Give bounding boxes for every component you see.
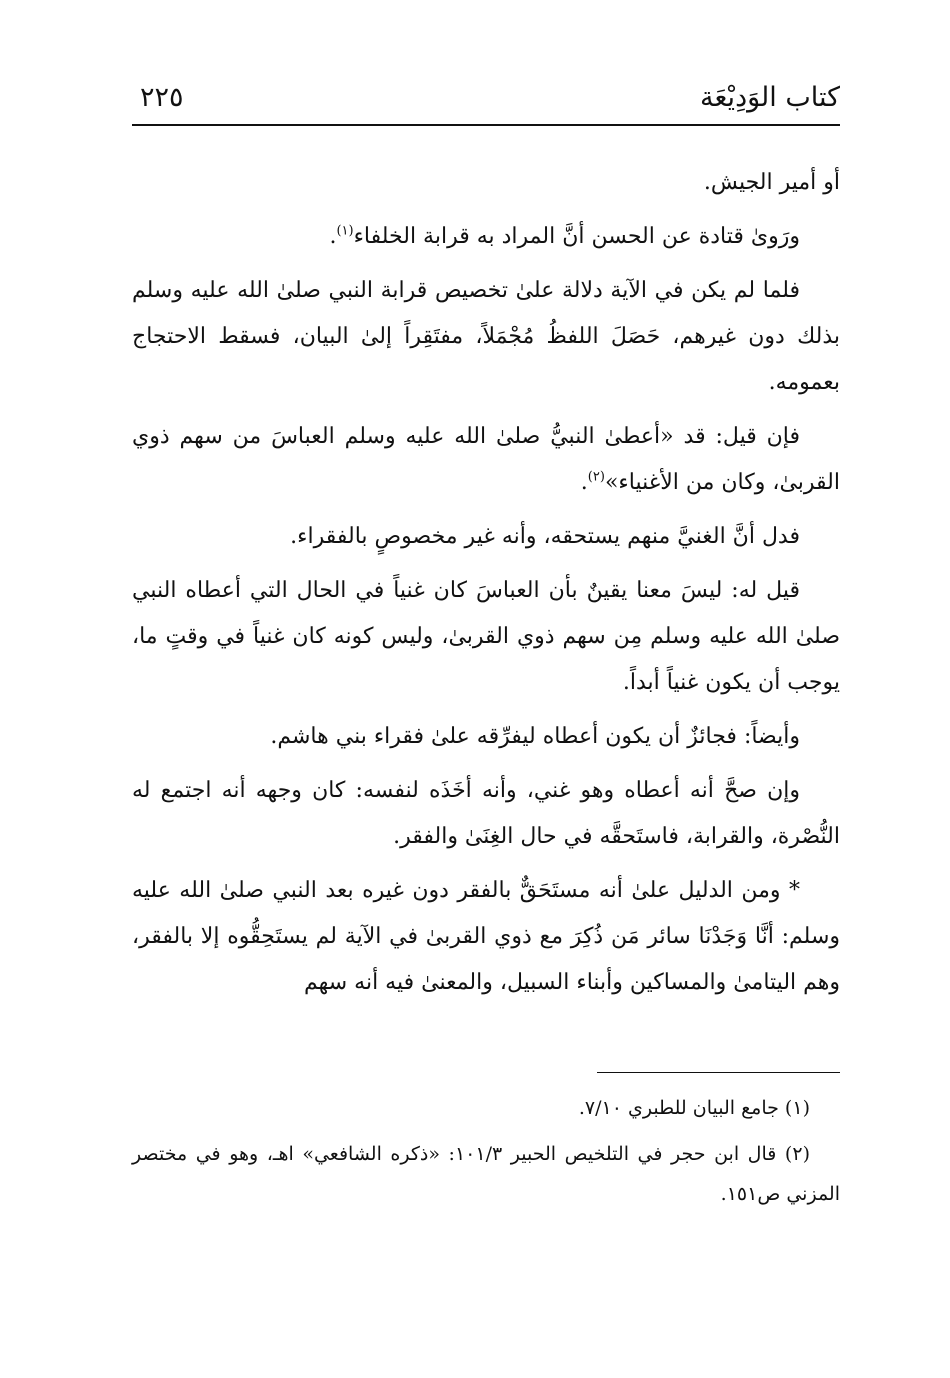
paragraph-3: فلما لم يكن في الآية دلالة علىٰ تخصيص قرابة النبي صلىٰ الله عليه وسلم بذلك دون غيرهم، حَصَلَ اللفظُ مُجْمَلاً، مفتَقِراً إلىٰ البيان، فسقط الاحتجاج بعمومه. <box>132 278 840 395</box>
book-title: كتاب الوَدِيْعَة <box>700 82 840 113</box>
paragraph-8: وإن صحَّ أنه أعطاه وهو غني، وأنه أخَذَه لنفسه: كان وجهه أنه اجتمع له النُّصْرة، والقرابة، فاستَحقَّه في حال الغِنَىٰ والفقر. <box>132 778 840 849</box>
footnote-divider <box>597 1072 840 1073</box>
footnote-ref-2: (٢) <box>587 469 605 485</box>
footnote-ref-1: (١) <box>336 223 354 239</box>
page-number: ٢٢٥ <box>140 82 184 113</box>
body-text <box>132 160 840 1014</box>
paragraph-4: فإن قيل: قد «أعطىٰ النبيُّ صلىٰ الله عليه وسلم العباسَ من سهم ذوي القربىٰ، وكان من الأغنياء»$^{(٢)}$. <box>132 424 840 495</box>
paragraph-7: وأيضاً: فجائزٌ أن يكون أعطاه ليفرِّقه علىٰ فقراء بني هاشم. <box>270 724 800 749</box>
page-header <box>132 78 840 128</box>
paragraph-5: فدل أنَّ الغنيَّ منهم يستحقه، وأنه غير مخصوصٍ بالفقراء. <box>290 524 800 549</box>
footnote-2: (٢) قال ابن حجر في التلخيص الحبير ١٠١/٣: «ذكره الشافعي» اهـ، وهو في مختصر المزني ص١٥١. <box>132 1143 840 1205</box>
paragraph-6: قيل له: ليسَ معنا يقينٌ بأن العباسَ كان غنياً في الحال التي أعطاه النبي صلىٰ الله عليه وسلم مِن سهم ذوي القربىٰ، وليس كونه كان غنياً في وقتٍ ما، يوجب أن يكون غنياً أبداً. <box>132 578 840 695</box>
header-divider <box>132 124 840 126</box>
footnote-1: (١) جامع البيان للطبري ٧/١٠. <box>578 1097 810 1119</box>
footnotes <box>132 1088 840 1220</box>
paragraph-2: ورَوىٰ قتادة عن الحسن أنَّ المراد به قرابة الخلفاء$^{(١)}$. <box>329 223 800 249</box>
paragraph-9: * ومن الدليل علىٰ أنه مستَحَقٌّ بالفقر دون غيره بعد النبي صلىٰ الله عليه وسلم: أنَّا وَجَدْنَا سائر مَن ذُكِرَ مع ذوي القربىٰ في الآية لم يستَحِقُّوه إلا بالفقر، وهم اليتامىٰ والمساكين وأبناء السبيل، والمعنىٰ فيه أنه سهم <box>132 878 840 995</box>
paragraph-1: أو أمير الجيش. <box>703 170 840 195</box>
